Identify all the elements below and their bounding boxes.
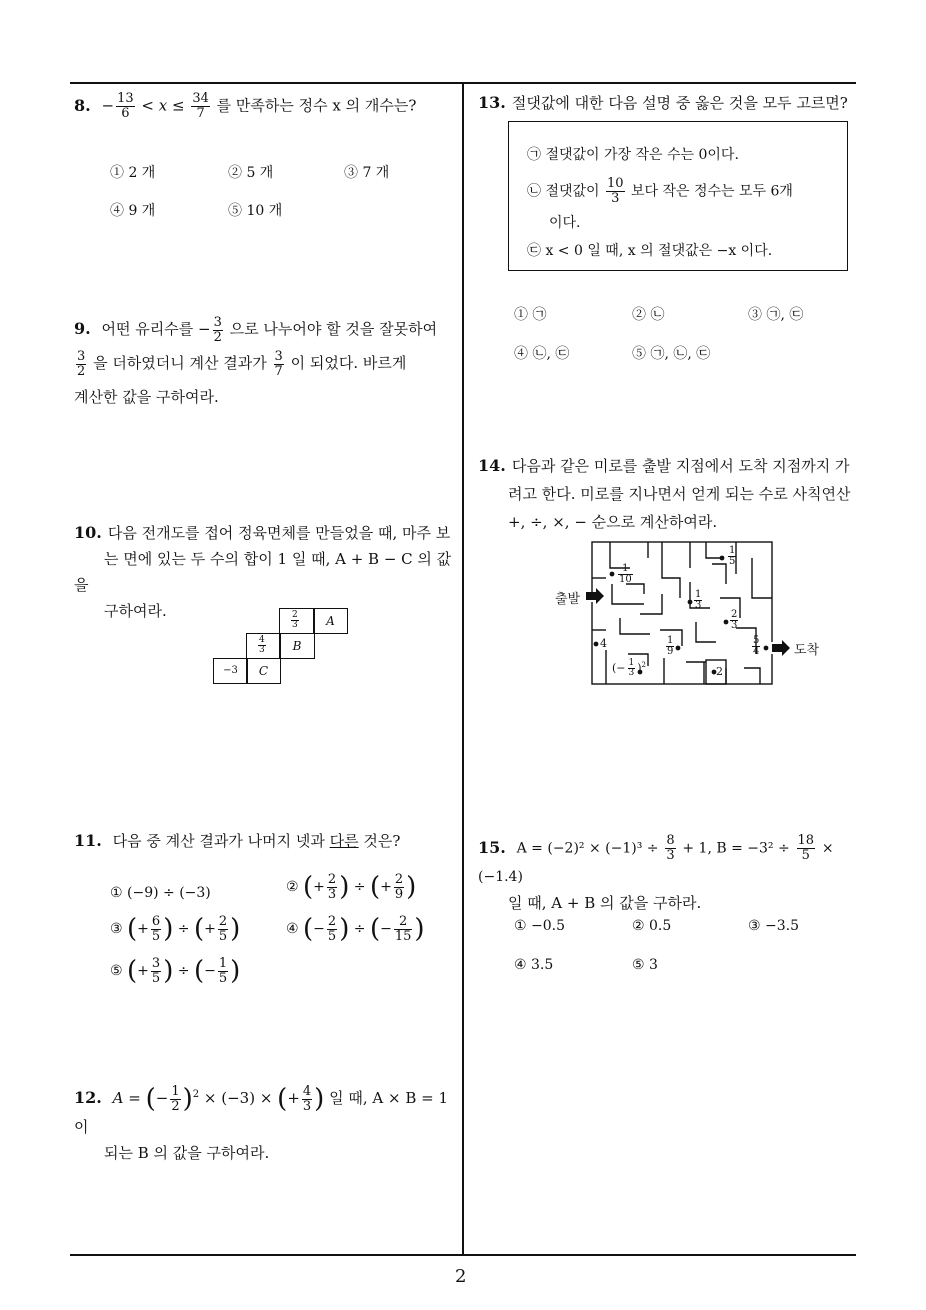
maze-val-1-5: $\frac{1}{5}$: [729, 545, 736, 567]
maze-start-label: 출발: [555, 592, 581, 607]
question-10: 10. 다음 전개도를 접어 정육면체를 만들었을 때, 마주 보 는 면에 있는 두 수의 합이 1 일 때, A + B − C 의 값을 구하여라.: [74, 523, 452, 620]
maze-val-5-4: $\frac{5}{4}$: [753, 635, 760, 657]
maze-val-2: 2: [716, 665, 723, 678]
question-14: 14. 다음과 같은 미로를 출발 지점에서 도착 지점까지 가 려고 한다. 미로를 지나면서 얻게 되는 수로 사칙연산 +, ÷, ×, − 순으로 계산하여라.: [478, 456, 851, 531]
maze: [540, 538, 830, 690]
page-number: 2: [455, 1266, 467, 1287]
cube-net: A $\frac{2}{3}$ B $\frac{4}{3}$ −3 C: [213, 608, 348, 684]
q8-option-2[interactable]: ② 5 개: [228, 165, 274, 181]
maze-val-2-3: $\frac{2}{3}$: [731, 609, 738, 631]
question-8: 8. − $\frac{13}{6}$ < x ≤ $\frac{34}{7}$ 를 만족하는 정수 x 의 개수는?: [74, 91, 417, 121]
q11-option-3[interactable]: ③ (+ $\frac{6}{5}$ ) ÷ (+ $\frac{2}{5}$ ): [110, 913, 241, 944]
q15-option-3[interactable]: ③ −3.5: [748, 918, 799, 934]
q11-option-2[interactable]: ② (+ $\frac{2}{3}$ ) ÷ (+ $\frac{2}{9}$ ): [286, 871, 417, 902]
question-13: 13. 절댓값에 대한 다음 설명 중 옳은 것을 모두 고르면?: [478, 93, 848, 112]
q13-option-2[interactable]: ② ㉡: [632, 307, 665, 323]
maze-val-4: 4: [600, 637, 607, 650]
q8-option-5[interactable]: ⑤ 10 개: [228, 203, 283, 219]
question-9: 9. 어떤 유리수를 − $\frac{3}{2}$ 으로 나누어야 할 것을 잘못하여 $\frac{3}{2}$ 을 더하였더니 계산 결과가 $\frac{3}{7}$ 이 되었다. 바르게 계산한 값을 구하여라.: [74, 314, 438, 406]
column-divider: [462, 82, 464, 1256]
q13-option-1[interactable]: ① ㉠: [514, 307, 547, 323]
q8-option-4[interactable]: ④ 9 개: [110, 203, 156, 219]
question-11: 11. 다음 중 계산 결과가 나머지 넷과 다른 것은?: [74, 831, 401, 850]
q15-option-5[interactable]: ⑤ 3: [632, 957, 658, 973]
four-thirds: $\frac{4}{3}$: [259, 634, 265, 655]
q11-option-5[interactable]: ⑤ (+ $\frac{3}{5}$ ) ÷ (− $\frac{1}{5}$ ): [110, 955, 241, 986]
q15-option-4[interactable]: ④ 3.5: [514, 957, 554, 973]
q13-statement-box: ㉠ 절댓값이 가장 작은 수는 0이다. ㉡ 절댓값이 $\frac{10}{3}$ 보다 작은 정수는 모두 6개 이다. ㉢ x < 0 일 때, x 의 절댓값은 −x 이다.: [508, 121, 848, 271]
q15-option-1[interactable]: ① −0.5: [514, 918, 565, 934]
maze-val-neg-1-3-sq: (− $\frac{1}{3}$ )$^2$: [612, 658, 647, 678]
maze-svg: [540, 538, 830, 690]
maze-end-label: 도착: [794, 643, 820, 658]
q13-option-3[interactable]: ③ ㉠, ㉢: [748, 307, 804, 323]
maze-val-1-10: $\frac{1}{10}$: [619, 563, 632, 585]
q11-option-4[interactable]: ④ (− $\frac{2}{5}$ ) ÷ (− $\frac{2}{15}$ ): [286, 913, 425, 944]
maze-val-1-3: $\frac{1}{3}$: [695, 589, 702, 611]
two-thirds: $\frac{2}{3}$: [292, 609, 298, 630]
question-15: 15. A = (−2)² × (−1)³ ÷ $\frac{8}{3}$ + 1, B = −3² ÷ $\frac{18}{5}$ × (−1.4) 일 때, A + B 의 값을 구하라.: [478, 833, 834, 912]
q13-option-4[interactable]: ④ ㉡, ㉢: [514, 346, 570, 362]
maze-val-1-9: $\frac{1}{9}$: [667, 635, 674, 657]
question-12: 12. A = (− $\frac{1}{2}$ )$^2$ × (−3) × (+ $\frac{4}{3}$ ) 일 때, A × B = 1 이 되는 B 의 값을 구하여라.: [74, 1083, 449, 1162]
q15-option-2[interactable]: ② 0.5: [632, 918, 672, 934]
q11-option-1[interactable]: ① (−9) ÷ (−3): [110, 885, 211, 901]
q8-option-1[interactable]: ① 2 개: [110, 165, 156, 181]
q8-option-3[interactable]: ③ 7 개: [344, 165, 390, 181]
q13-option-5[interactable]: ⑤ ㉠, ㉡, ㉢: [632, 346, 711, 362]
